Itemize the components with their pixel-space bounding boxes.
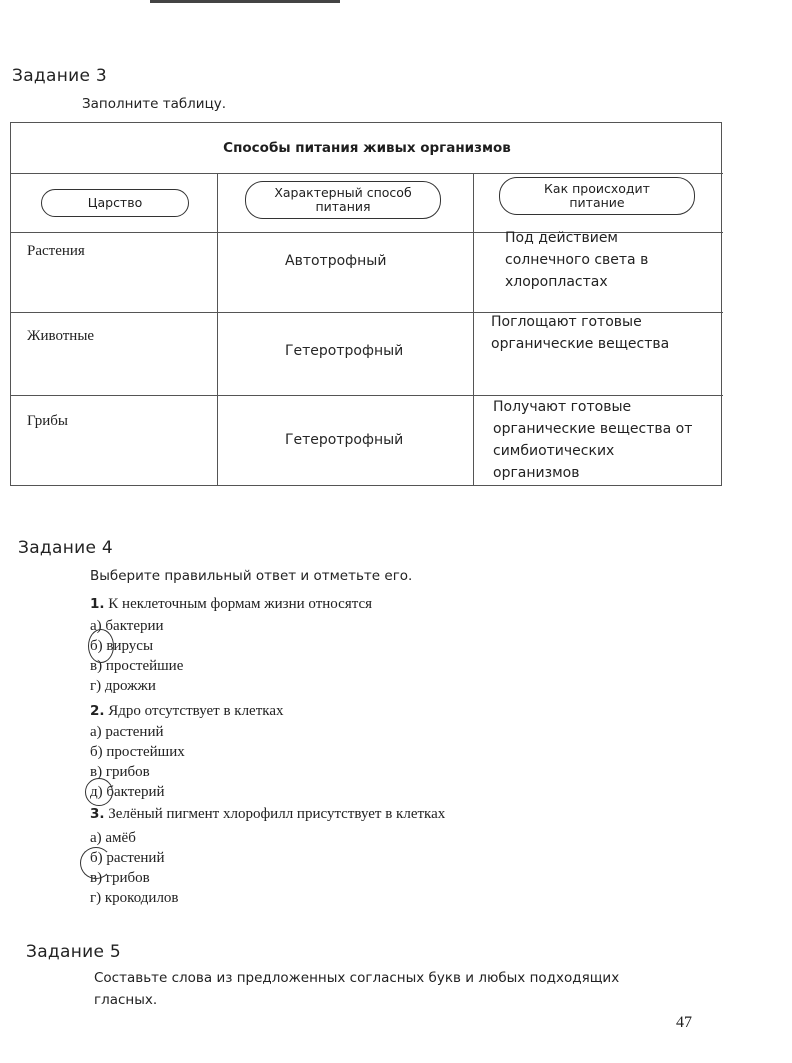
row1-how: Под действием солнечного света в хлоропластах — [505, 230, 649, 290]
top-edge-line — [150, 0, 340, 3]
question-3: 3. Зелёный пигмент хлорофилл присутствует в клетках — [90, 806, 446, 822]
q2-option-d[interactable]: д) бактерий — [90, 784, 165, 800]
q1-option-a[interactable]: а) бактерии — [90, 618, 164, 634]
q3-option-a[interactable]: а) амёб — [90, 830, 136, 846]
task5-instruction-line2: гласных. — [94, 992, 158, 1008]
q2-option-a[interactable]: а) растений — [90, 724, 164, 740]
q1-option-b[interactable]: б) вирусы — [90, 638, 154, 654]
header-kingdom: Царство — [41, 189, 189, 217]
q2-option-v[interactable]: в) грибов — [90, 764, 150, 780]
question-1: 1. К неклеточным формам жизни относятся — [90, 596, 373, 612]
table-title: Способы питания живых организмов — [223, 140, 511, 156]
q2-answer-circle — [85, 778, 113, 806]
task4-instruction: Выберите правильный ответ и отметьте его. — [90, 568, 413, 584]
task5-heading: Задание 5 — [26, 942, 122, 962]
row3-how: Получают готовые органические вещества от симбиотических организмов — [493, 399, 693, 481]
question-2: 2. Ядро отсутствует в клетках — [90, 703, 284, 719]
task3-instruction: Заполните таблицу. — [82, 96, 227, 112]
header-nutrition-type: Характерный способ питания — [245, 181, 441, 219]
q3-answer-circle — [80, 847, 112, 879]
q3-option-g[interactable]: г) крокодилов — [90, 890, 179, 906]
q1-answer-circle — [88, 629, 114, 663]
row2-how: Поглощают готовые органические вещества — [491, 314, 670, 352]
row2-nutrition-type: Гетеротрофный — [285, 343, 404, 359]
nutrition-table — [10, 122, 722, 486]
task5-instruction-line1: Составьте слова из предложенных согласных букв и любых подходящих — [94, 970, 620, 986]
q3-option-v[interactable]: в) грибов — [90, 870, 150, 886]
task4-heading: Задание 4 — [18, 538, 114, 558]
row1-nutrition-type: Автотрофный — [285, 253, 387, 269]
q2-option-b[interactable]: б) простейших — [90, 744, 185, 760]
q1-option-v[interactable]: в) простейшие — [90, 658, 184, 674]
q1-option-g[interactable]: г) дрожжи — [90, 678, 156, 694]
page-number: 47 — [676, 1014, 692, 1031]
row2-kingdom: Животные — [27, 328, 95, 344]
row1-kingdom: Растения — [27, 243, 85, 259]
header-how-nutrition: Как происходит питание — [499, 177, 695, 215]
q3-option-b[interactable]: б) растений — [90, 850, 165, 866]
row3-kingdom: Грибы — [27, 413, 68, 429]
task3-heading: Задание 3 — [12, 66, 108, 86]
row3-nutrition-type: Гетеротрофный — [285, 432, 404, 448]
